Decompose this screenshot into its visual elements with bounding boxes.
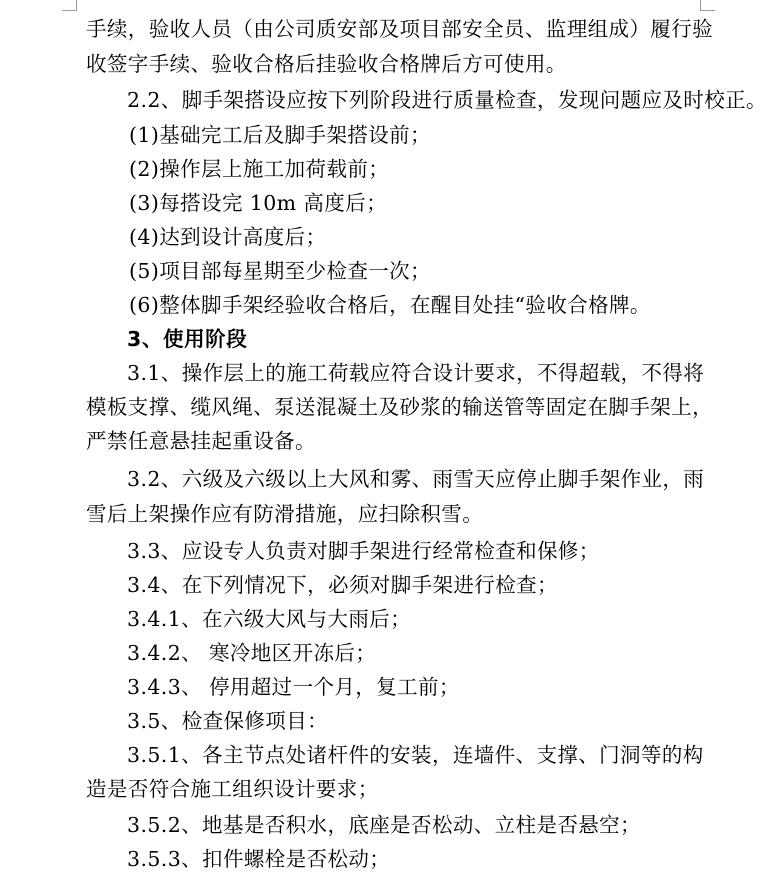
- paragraph-line: 3.5、检查保修项目：: [127, 709, 329, 733]
- list-item: 3.4.1、在六级大风与大雨后；: [127, 607, 412, 631]
- list-item: (2)操作层上施工加荷载前；: [129, 157, 390, 181]
- list-item: 3.4.2、 寒冷地区开冻后；: [127, 641, 377, 665]
- list-item: (4)达到设计高度后；: [129, 225, 327, 249]
- paragraph-line: 3.3、应设专人负责对脚手架进行经常检查和保修；: [127, 539, 600, 563]
- section-heading: 3、使用阶段: [127, 327, 248, 351]
- paragraph-line: 严禁任意悬挂起重设备。: [86, 429, 316, 453]
- list-item: 3.4.3、 停用超过一个月，复工前；: [127, 675, 460, 699]
- list-item: (1)基础完工后及脚手架搭设前；: [129, 123, 431, 147]
- paragraph-line: 3.4、在下列情况下，必须对脚手架进行检查；: [127, 573, 558, 597]
- list-item: 3.5.3、扣件螺栓是否松动；: [127, 847, 391, 871]
- crop-mark-right: [700, 0, 715, 11]
- list-item: (6)整体脚手架经验收合格后，在醒目处挂“验收合格牌。: [129, 293, 651, 317]
- paragraph-line: 收签字手续、验收合格后挂验收合格牌后方可使用。: [86, 52, 567, 76]
- crop-mark-left: [62, 0, 77, 11]
- paragraph-line: 3.1、操作层上的施工荷载应符合设计要求，不得超载，不得将: [127, 361, 705, 385]
- paragraph-line: 造是否符合施工组织设计要求；: [86, 777, 379, 801]
- paragraph-line: 3.2、六级及六级以上大风和雾、雨雪天应停止脚手架作业，雨: [127, 467, 705, 491]
- list-item: (3)每搭设完 10m 高度后；: [129, 191, 387, 215]
- section-item: 2.2、脚手架搭设应按下列阶段进行质量检查，发现问题应及时校正。: [127, 88, 767, 112]
- paragraph-line: 手续，验收人员（由公司质安部及项目部安全员、监理组成）履行验: [86, 17, 713, 41]
- list-item: (5)项目部每星期至少检查一次；: [129, 259, 431, 283]
- list-item: 3.5.2、地基是否积水，底座是否松动、立柱是否悬空；: [127, 813, 641, 837]
- list-item: 3.5.1、各主节点处诸杆件的安装，连墙件、支撑、门洞等的构: [127, 743, 704, 767]
- paragraph-line: 模板支撑、缆风绳、泵送混凝土及砂浆的输送管等固定在脚手架上，: [86, 395, 713, 419]
- paragraph-line: 雪后上架操作应有防滑措施，应扫除积雪。: [86, 502, 484, 526]
